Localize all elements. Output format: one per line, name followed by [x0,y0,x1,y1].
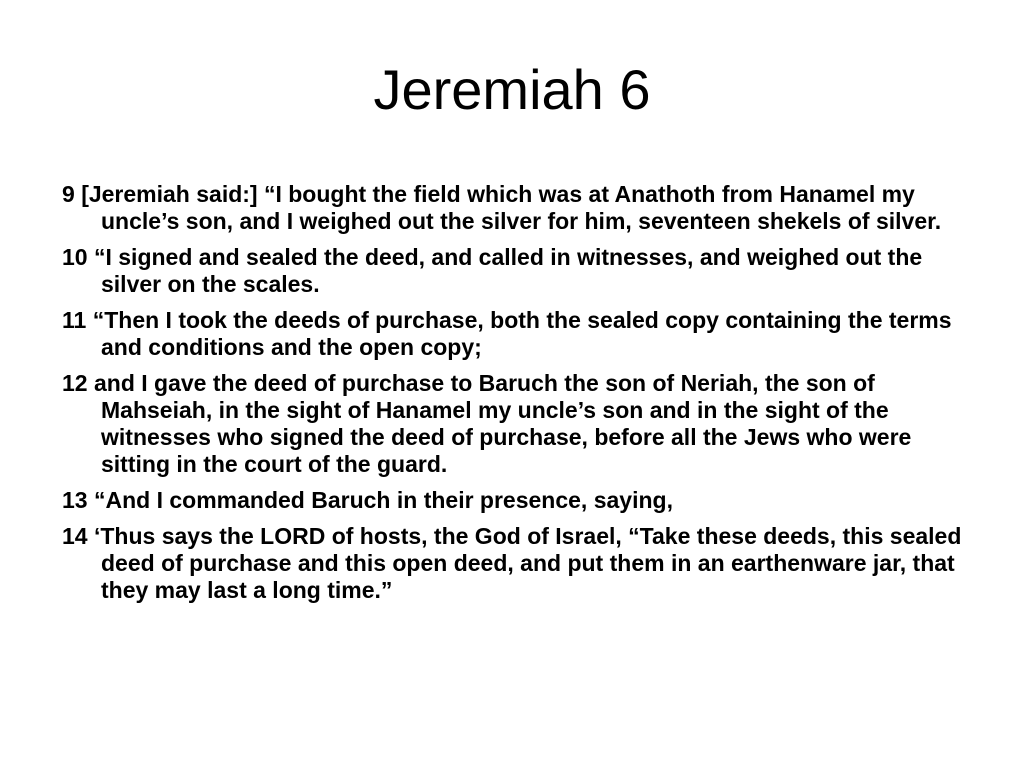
slide-title: Jeremiah 6 [373,58,651,121]
verse-list [62,181,962,613]
verse-text: “And I commanded Baruch in their presence, saying, [93,487,673,513]
verse-item [62,523,962,604]
verse-text: “I signed and sealed the deed, and called in witnesses, and weighed out the silver on the scales. [93,244,923,297]
verse-item [62,370,962,478]
verse-number: 10 [62,244,88,270]
verse-number: 11 [62,307,87,333]
verse-number: 9 [62,181,75,207]
verse-item [62,487,962,514]
verse-text: and I gave the deed of purchase to Baruch the son of Neriah, the son of Mahseiah, in the sight of Hanamel my uncle’s son and in the sight of the witnesses who signed the deed of purchase, before all the Jews who were sitting in the court of the guard. [93,370,912,477]
verse-number: 12 [62,370,88,396]
verse-number: 14 [62,523,88,549]
verse-item [62,307,962,361]
verse-text: ‘Thus says the LORD of hosts, the God of Israel, “Take these deeds, this sealed deed of purchase and this open deed, and put them in an earthenware jar, that they may last a long time.” [93,523,962,603]
verse-number: 13 [62,487,88,513]
verse-item [62,244,962,298]
verse-text: [Jeremiah said:] “I bought the field which was at Anathoth from Hanamel my uncle’s son, and I weighed out the silver for him, seventeen shekels of silver. [81,181,942,234]
verse-item [62,181,962,235]
verse-text: “Then I took the deeds of purchase, both the sealed copy containing the terms and conditions and the open copy; [92,307,952,360]
